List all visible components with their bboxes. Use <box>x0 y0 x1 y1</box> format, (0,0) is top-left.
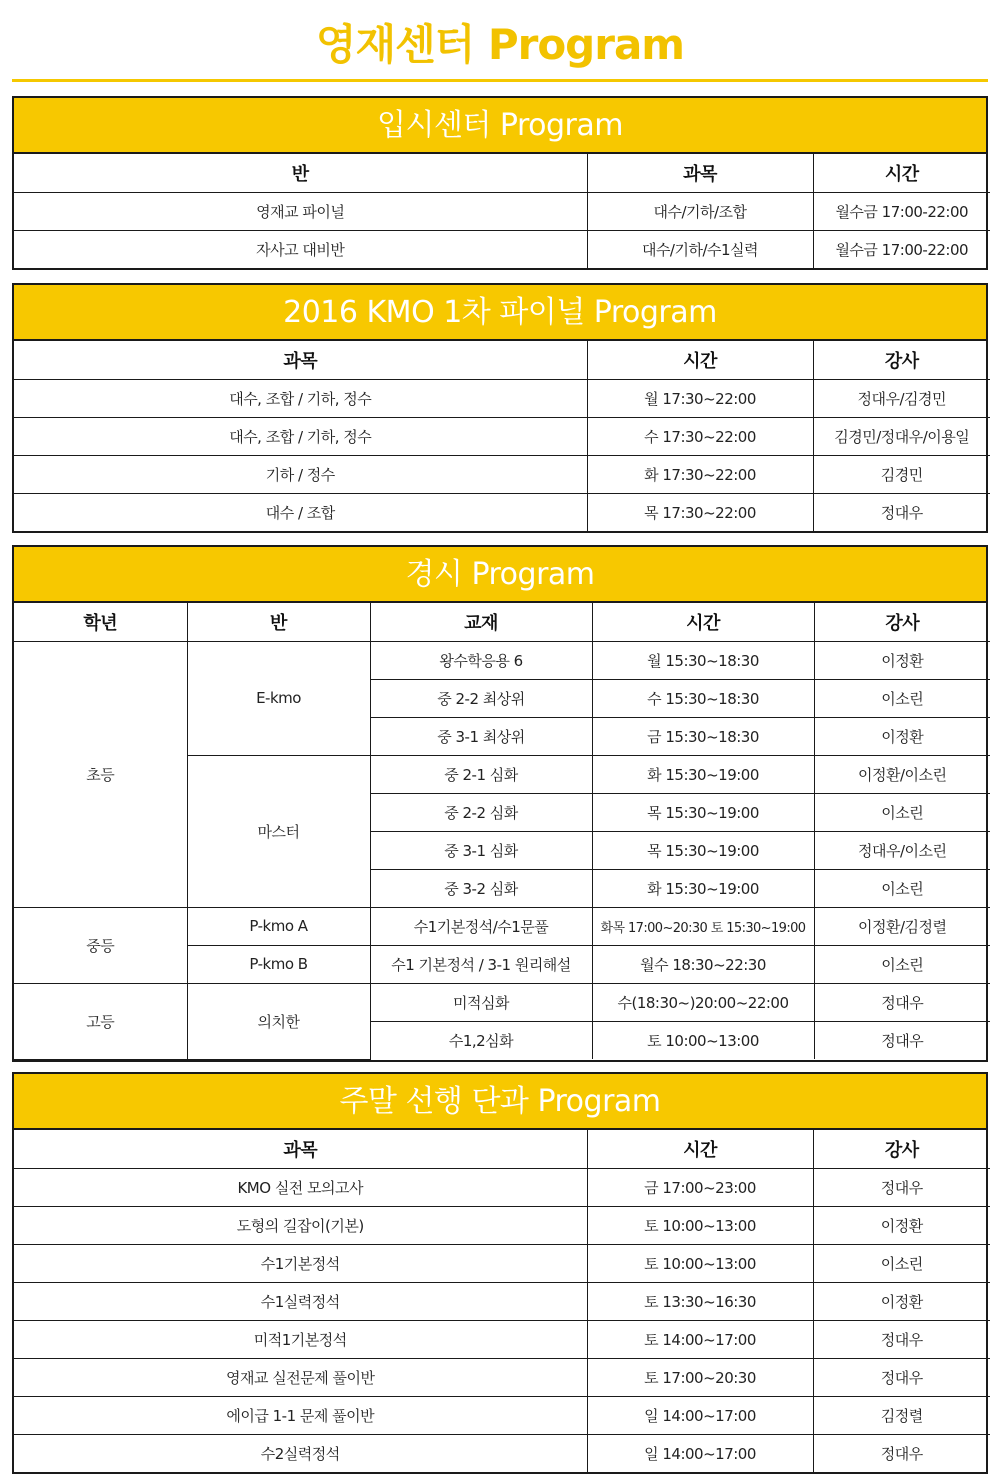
teacher-cell: 이정환 <box>813 1206 990 1244</box>
time-cell: 화목 17:00~20:30 토 15:30~19:00 <box>592 907 814 945</box>
section-title: 2016 KMO 1차 파이널 Program <box>14 285 986 341</box>
header-cell: 과목 <box>587 154 813 192</box>
teacher-cell: 이정환 <box>814 717 990 755</box>
time-cell: 토 10:00~13:00 <box>587 1244 813 1282</box>
textbook-cell: 중 2-1 심화 <box>370 755 592 793</box>
teacher-cell: 이소린 <box>814 945 990 983</box>
table-header-row <box>14 154 990 192</box>
teacher-cell: 정대우/이소린 <box>814 831 990 869</box>
textbook-cell: 중 3-1 심화 <box>370 831 592 869</box>
table-row <box>14 907 990 945</box>
teacher-cell: 이소린 <box>814 679 990 717</box>
teacher-cell: 김경민 <box>813 455 990 493</box>
time-cell: 금 17:00~23:00 <box>587 1168 813 1206</box>
teacher-cell: 이정환 <box>814 641 990 679</box>
textbook-cell: 수1기본정석/수1문풀 <box>370 907 592 945</box>
class-cell: P-kmo A <box>187 907 370 945</box>
textbook-cell: 중 3-1 최상위 <box>370 717 592 755</box>
table-header-row <box>14 603 990 641</box>
class-cell: 영재교 파이널 <box>14 192 587 230</box>
title-divider <box>12 79 988 82</box>
header-cell: 시간 <box>813 154 990 192</box>
subject-cell: 수1기본정석 <box>14 1244 587 1282</box>
header-cell: 시간 <box>592 603 814 641</box>
time-cell: 목 15:30~19:00 <box>592 831 814 869</box>
header-cell: 반 <box>14 154 587 192</box>
table-row <box>14 1434 990 1472</box>
table-header-row <box>14 1130 990 1168</box>
header-cell: 학년 <box>14 603 187 641</box>
header-cell: 교재 <box>370 603 592 641</box>
table-row <box>14 192 990 230</box>
class-cell: 마스터 <box>187 755 370 907</box>
table-row <box>14 417 990 455</box>
competition-table <box>14 603 990 1060</box>
time-cell: 토 14:00~17:00 <box>587 1320 813 1358</box>
textbook-cell: 중 3-2 심화 <box>370 869 592 907</box>
weekend-table <box>14 1130 990 1472</box>
header-cell: 과목 <box>14 1130 587 1168</box>
subject-cell: 에이급 1-1 문제 풀이반 <box>14 1396 587 1434</box>
subject-cell: 대수/기하/수1실력 <box>587 230 813 268</box>
subject-cell: 대수, 조합 / 기하, 정수 <box>14 417 587 455</box>
section-kmo-final <box>12 283 988 533</box>
class-cell: 의치한 <box>187 983 370 1059</box>
time-cell: 토 17:00~20:30 <box>587 1358 813 1396</box>
subject-cell: 수2실력정석 <box>14 1434 587 1472</box>
teacher-cell: 김경민/정대우/이용일 <box>813 417 990 455</box>
time-cell: 일 14:00~17:00 <box>587 1396 813 1434</box>
time-cell: 수(18:30~)20:00~22:00 <box>592 983 814 1021</box>
time-cell: 수 17:30~22:00 <box>587 417 813 455</box>
subject-cell: 대수/기하/조합 <box>587 192 813 230</box>
admission-table <box>14 154 990 268</box>
textbook-cell: 왕수학응용 6 <box>370 641 592 679</box>
table-header-row <box>14 341 990 379</box>
time-cell: 월 15:30~18:30 <box>592 641 814 679</box>
teacher-cell: 정대우 <box>813 1168 990 1206</box>
table-row <box>14 1168 990 1206</box>
section-title: 주말 선행 단과 Program <box>14 1074 986 1130</box>
subject-cell: 미적1기본정석 <box>14 1320 587 1358</box>
subject-cell: 대수, 조합 / 기하, 정수 <box>14 379 587 417</box>
teacher-cell: 이정환/이소린 <box>814 755 990 793</box>
time-cell: 일 14:00~17:00 <box>587 1434 813 1472</box>
teacher-cell: 이정환 <box>813 1282 990 1320</box>
section-title: 경시 Program <box>14 547 986 603</box>
teacher-cell: 정대우 <box>813 1434 990 1472</box>
table-row <box>14 1358 990 1396</box>
section-title: 입시센터 Program <box>14 98 986 154</box>
teacher-cell: 정대우/김경민 <box>813 379 990 417</box>
time-cell: 토 13:30~16:30 <box>587 1282 813 1320</box>
grade-cell: 초등 <box>14 641 187 907</box>
class-cell: 자사고 대비반 <box>14 230 587 268</box>
teacher-cell: 이소린 <box>813 1244 990 1282</box>
textbook-cell: 중 2-2 심화 <box>370 793 592 831</box>
table-row <box>14 641 990 679</box>
time-cell: 목 17:30~22:00 <box>587 493 813 531</box>
grade-cell: 고등 <box>14 983 187 1059</box>
subject-cell: 도형의 길잡이(기본) <box>14 1206 587 1244</box>
teacher-cell: 정대우 <box>814 1021 990 1059</box>
teacher-cell: 김정렬 <box>813 1396 990 1434</box>
table-row <box>14 1244 990 1282</box>
teacher-cell: 정대우 <box>813 1320 990 1358</box>
teacher-cell: 정대우 <box>814 983 990 1021</box>
time-cell: 토 10:00~13:00 <box>592 1021 814 1059</box>
table-row <box>14 1282 990 1320</box>
table-row <box>14 379 990 417</box>
textbook-cell: 수1 기본정석 / 3-1 원리해설 <box>370 945 592 983</box>
time-cell: 월수금 17:00-22:00 <box>813 230 990 268</box>
header-cell: 과목 <box>14 341 587 379</box>
teacher-cell: 정대우 <box>813 493 990 531</box>
table-row <box>14 230 990 268</box>
subject-cell: 대수 / 조합 <box>14 493 587 531</box>
teacher-cell: 이소린 <box>814 869 990 907</box>
textbook-cell: 중 2-2 최상위 <box>370 679 592 717</box>
header-cell: 강사 <box>813 1130 990 1168</box>
time-cell: 화 15:30~19:00 <box>592 869 814 907</box>
header-cell: 반 <box>187 603 370 641</box>
header-cell: 강사 <box>814 603 990 641</box>
textbook-cell: 미적심화 <box>370 983 592 1021</box>
table-row <box>14 1206 990 1244</box>
subject-cell: 기하 / 정수 <box>14 455 587 493</box>
class-cell: E-kmo <box>187 641 370 755</box>
time-cell: 월수금 17:00-22:00 <box>813 192 990 230</box>
time-cell: 수 15:30~18:30 <box>592 679 814 717</box>
grade-cell: 중등 <box>14 907 187 983</box>
subject-cell: KMO 실전 모의고사 <box>14 1168 587 1206</box>
table-row <box>14 1396 990 1434</box>
table-row <box>14 983 990 1021</box>
kmo-final-table <box>14 341 990 531</box>
teacher-cell: 이소린 <box>814 793 990 831</box>
time-cell: 월 17:30~22:00 <box>587 379 813 417</box>
header-cell: 강사 <box>813 341 990 379</box>
page-title: 영재센터 Program <box>315 20 685 69</box>
section-competition <box>12 545 988 1062</box>
time-cell: 화 15:30~19:00 <box>592 755 814 793</box>
section-weekend <box>12 1072 988 1474</box>
time-cell: 월수 18:30~22:30 <box>592 945 814 983</box>
time-cell: 목 15:30~19:00 <box>592 793 814 831</box>
class-cell: P-kmo B <box>187 945 370 983</box>
table-row <box>14 1320 990 1358</box>
header-cell: 시간 <box>587 1130 813 1168</box>
subject-cell: 영재교 실전문제 풀이반 <box>14 1358 587 1396</box>
header-cell: 시간 <box>587 341 813 379</box>
time-cell: 화 17:30~22:00 <box>587 455 813 493</box>
time-cell: 금 15:30~18:30 <box>592 717 814 755</box>
table-row <box>14 493 990 531</box>
textbook-cell: 수1,2심화 <box>370 1021 592 1059</box>
table-row <box>14 455 990 493</box>
teacher-cell: 이정환/김정렬 <box>814 907 990 945</box>
subject-cell: 수1실력정석 <box>14 1282 587 1320</box>
teacher-cell: 정대우 <box>813 1358 990 1396</box>
section-admission <box>12 96 988 270</box>
time-cell: 토 10:00~13:00 <box>587 1206 813 1244</box>
